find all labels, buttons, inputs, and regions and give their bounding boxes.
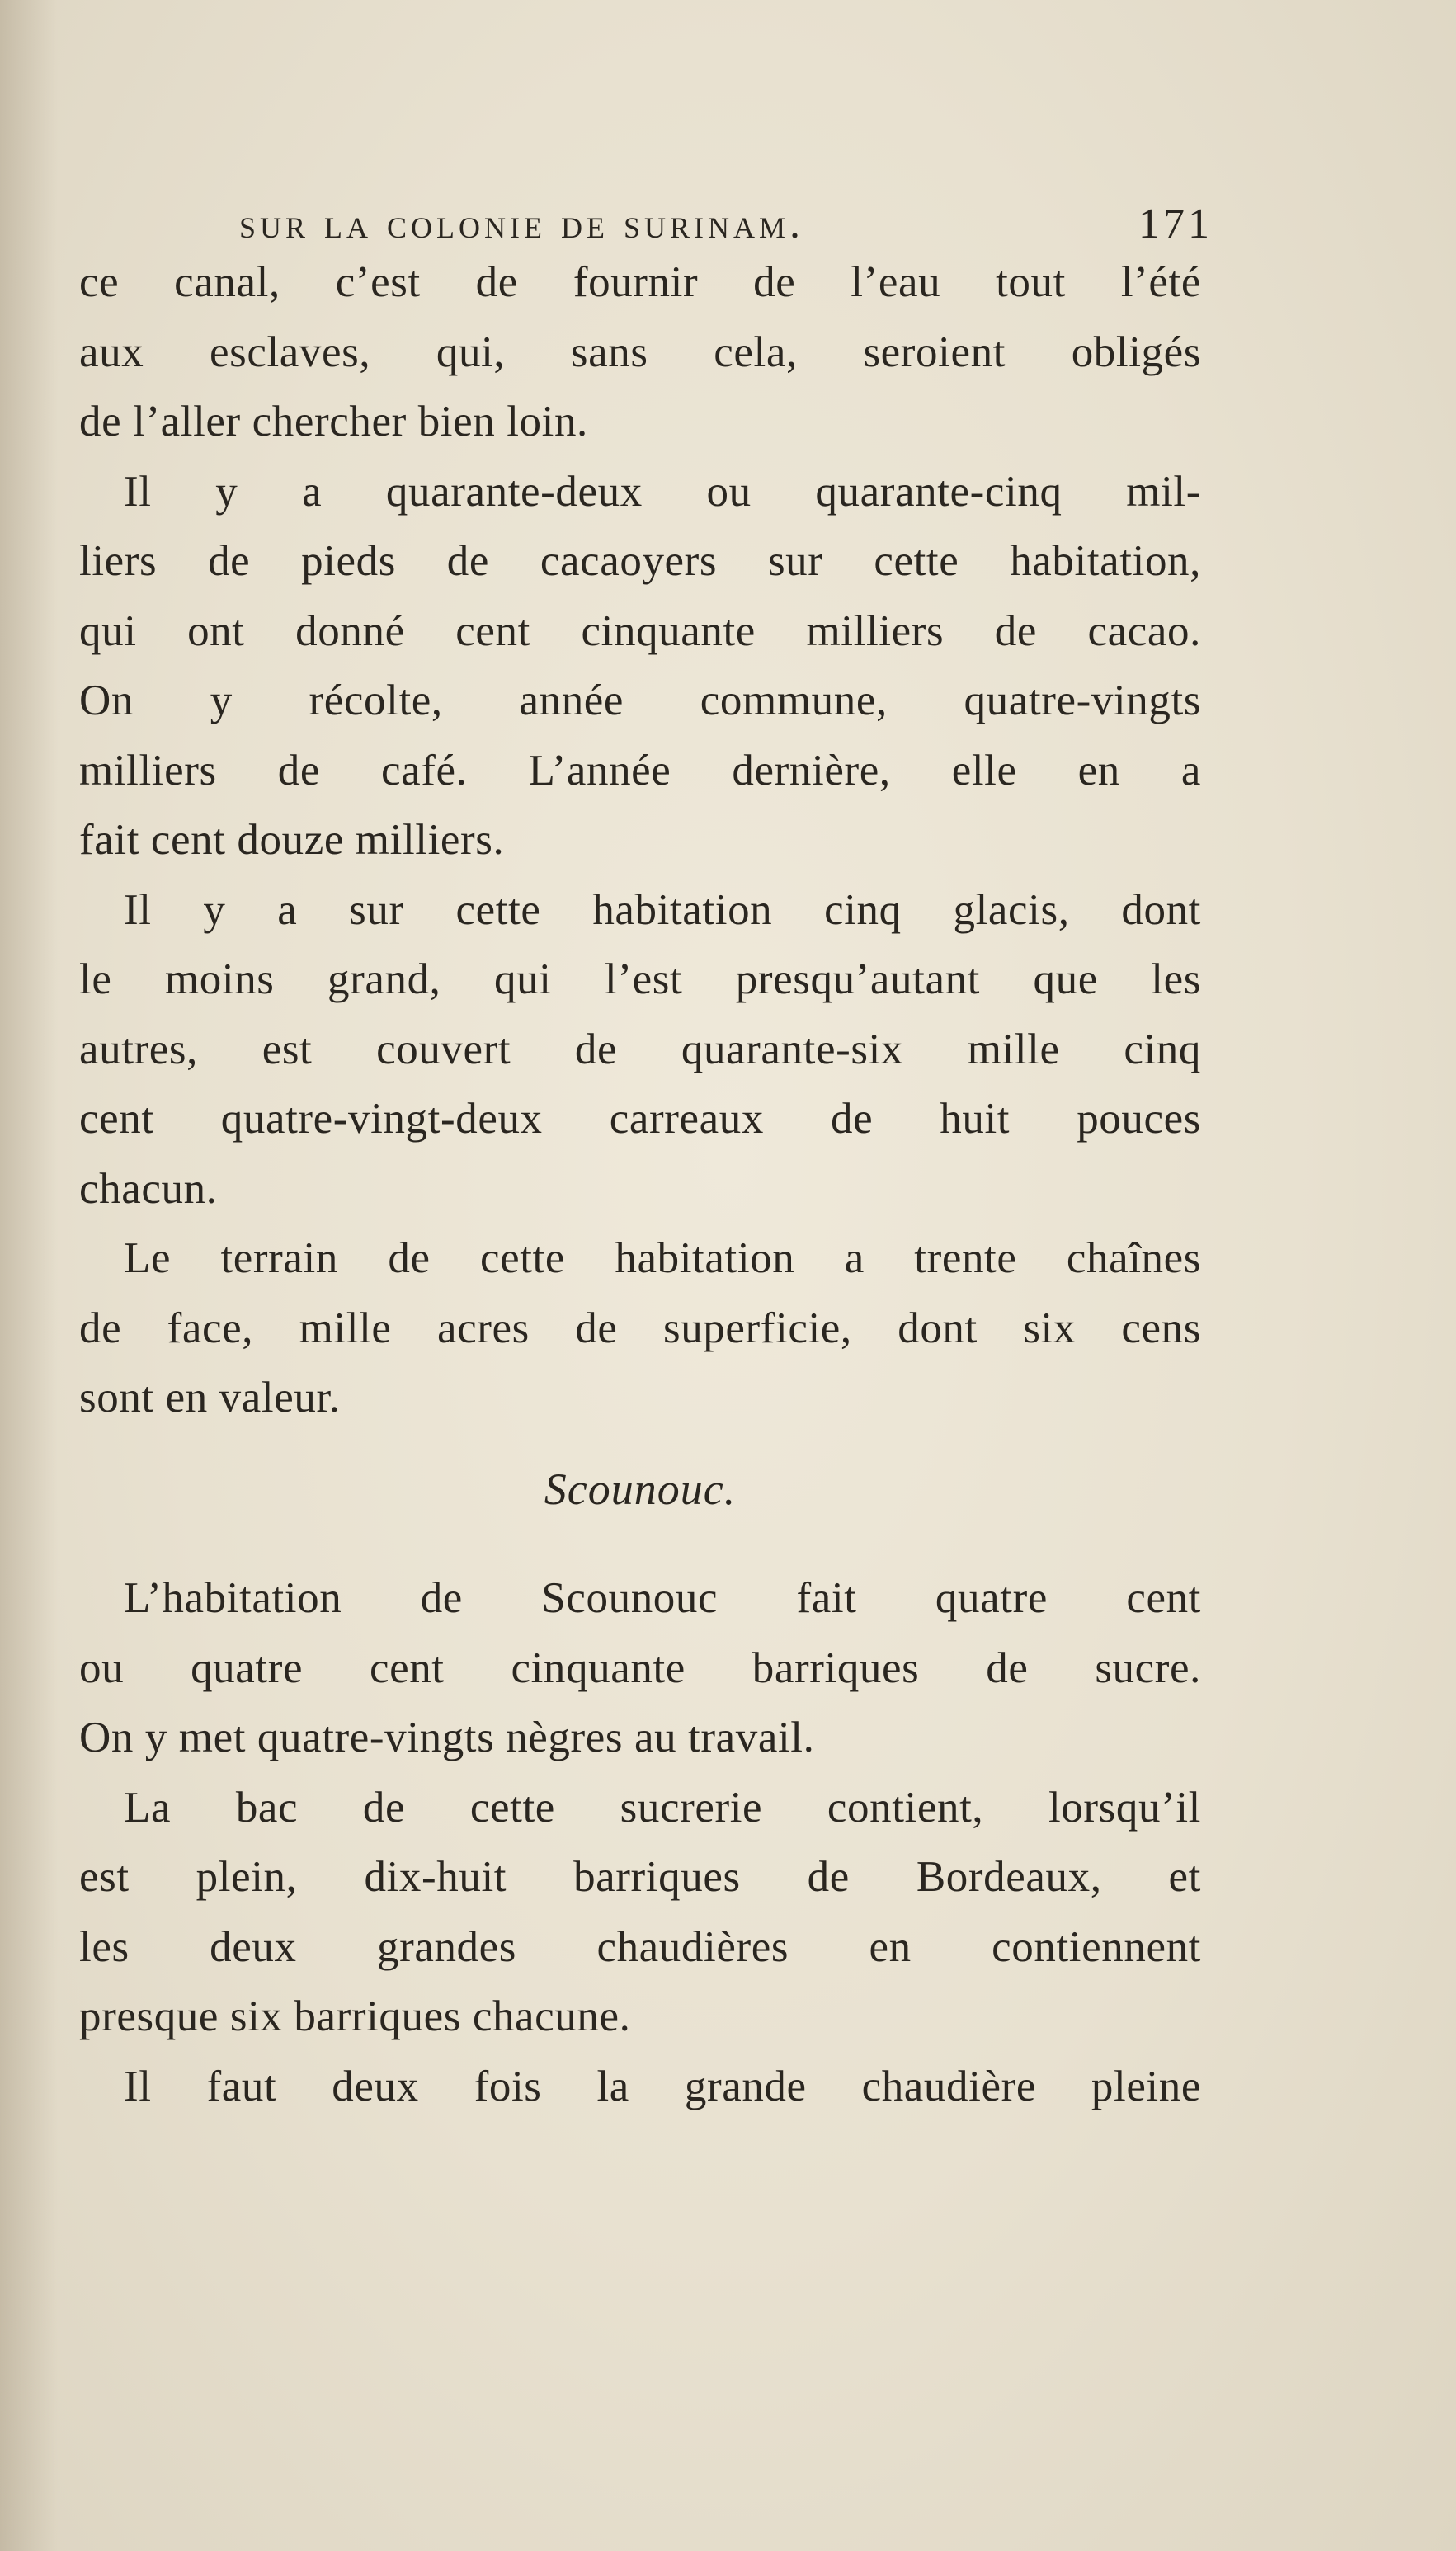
text-line: aux esclaves, qui, sans cela, seroient obligés (79, 328, 1201, 376)
text-line: L’habitation de Scounouc fait quatre cent (124, 1574, 1201, 1622)
text-line: presque six barriques chacune. (79, 1992, 631, 2040)
text-line: cent quatre-vingt-deux carreaux de huit pouces (79, 1095, 1201, 1143)
text-line: de face, mille acres de superficie, dont six cens (79, 1304, 1201, 1352)
text-line: est plein, dix-huit barriques de Bordeaux, et (79, 1853, 1201, 1901)
text-line: milliers de café. L’année dernière, elle en a (79, 746, 1201, 795)
section-title: Scounouc. (544, 1464, 737, 1514)
text-line: On y récolte, année commune, quatre-vingts (79, 677, 1201, 724)
text-line: qui ont donné cent cinquante milliers de cacao. (79, 606, 1201, 655)
text-line: On y met quatre-vingts nègres au travail. (79, 1714, 815, 1761)
text-line: Il faut deux fois la grande chaudière pleine (124, 2062, 1201, 2110)
body-text (79, 248, 1201, 2121)
text-line: ou quatre cent cinquante barriques de sucre. (79, 1643, 1201, 1692)
running-title: sur la colonie de surinam. (239, 200, 805, 248)
text-line: Le terrain de cette habitation a trente chaînes (124, 1234, 1201, 1282)
text-line: le moins grand, qui l’est presqu’autant que les (79, 955, 1201, 1003)
text-line: chacun. (79, 1164, 218, 1213)
text-line: La bac de cette sucrerie contient, lorsqu’il (124, 1783, 1201, 1832)
text-line: autres, est couvert de quarante-six mille cinq (79, 1025, 1201, 1073)
text-line: Il y a quarante-deux ou quarante-cinq mil- (124, 467, 1201, 516)
page-edge-shadow (0, 0, 58, 2551)
text-line: sont en valeur. (79, 1374, 341, 1422)
text-line: ce canal, c’est de fournir de l’eau tout l’été (79, 258, 1201, 306)
text-line: fait cent douze milliers. (79, 816, 505, 864)
text-line: liers de pieds de cacaoyers sur cette habitation, (79, 537, 1201, 585)
page-number: 171 (1138, 200, 1213, 248)
text-line: Il y a sur cette habitation cinq glacis, dont (124, 885, 1201, 934)
text-line: de l’aller chercher bien loin. (79, 398, 588, 446)
text-line: les deux grandes chaudières en contiennent (79, 1922, 1201, 1971)
